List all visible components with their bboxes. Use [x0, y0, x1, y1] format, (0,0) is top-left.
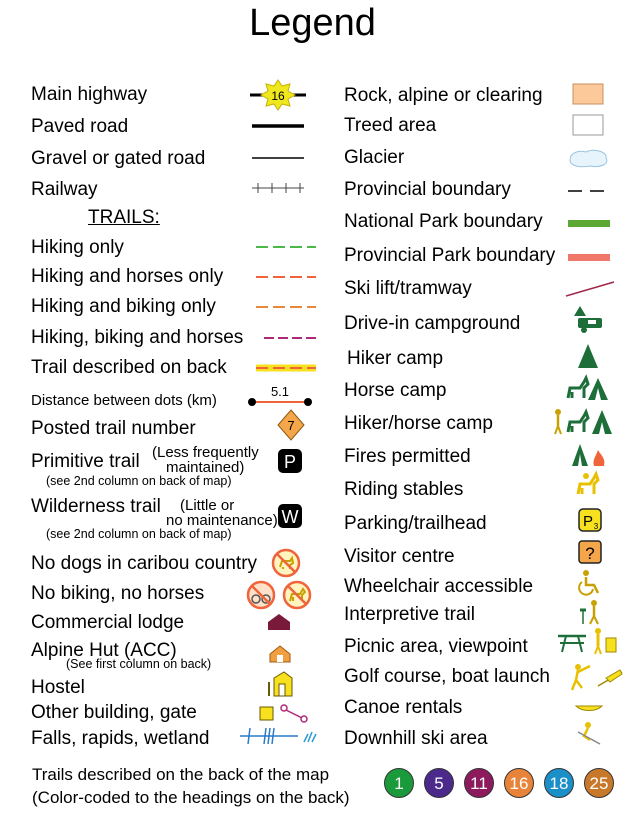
- alpine-hut-note: (See first column on back): [66, 657, 212, 671]
- wilderness-trail-icon: [277, 503, 303, 529]
- wheelchair-icon: [576, 569, 604, 597]
- label-posted-trail: Posted trail number: [31, 418, 196, 439]
- trail-circle-18: 18: [544, 768, 574, 798]
- ski-lift-line-icon: [564, 278, 616, 300]
- paved-road-line-icon: [250, 118, 306, 134]
- hostel-icon: [264, 670, 294, 698]
- label-visitor: Visitor centre: [344, 546, 455, 567]
- no-dogs-icon: [270, 547, 302, 579]
- viewpoint-icon: [590, 626, 620, 656]
- trail-circle-5: 5: [424, 768, 454, 798]
- falls-rapids-wetland-icon: [238, 724, 322, 748]
- label-falls: Falls, rapids, wetland: [31, 728, 210, 749]
- label-hiking-only: Hiking only: [31, 237, 124, 258]
- label-wheelchair: Wheelchair accessible: [344, 576, 534, 597]
- distance-value: 5.1: [270, 384, 290, 399]
- primitive-note-2: maintained): [166, 459, 245, 476]
- treed-area-swatch-icon: [572, 114, 604, 136]
- label-picnic: Picnic area, viewpoint: [344, 636, 528, 657]
- wilderness-note-2: no maintenance): [166, 512, 278, 529]
- label-trail-described: Trail described on back: [31, 357, 227, 378]
- bottom-line-1: Trails described on the back of the map: [32, 765, 330, 784]
- visitor-centre-icon: [578, 540, 604, 566]
- parking-trailhead-icon: [578, 508, 604, 534]
- primitive-letter: P: [283, 452, 297, 472]
- label-interpretive: Interpretive trail: [344, 604, 475, 625]
- label-other-building: Other building, gate: [31, 702, 197, 723]
- label-hiker-horse-camp: Hiker/horse camp: [344, 413, 493, 434]
- glacier-icon: [566, 146, 612, 170]
- hiking-horses-trail-line-icon: [254, 270, 318, 284]
- trail-circle-11: 11: [464, 768, 494, 798]
- parking-letter: P: [582, 513, 594, 530]
- label-hiking-biking: Hiking and biking only: [31, 296, 216, 317]
- wilderness-note-1: (Little or: [180, 497, 235, 514]
- commercial-lodge-icon: [266, 612, 292, 632]
- horse-camp-icon: [566, 374, 610, 402]
- label-hostel: Hostel: [31, 677, 85, 698]
- drive-in-campground-icon: [572, 304, 608, 334]
- parking-sub: 3: [593, 522, 599, 531]
- building-gate-icon: [258, 702, 310, 724]
- label-drive-in: Drive-in campground: [344, 313, 521, 334]
- label-horse-camp: Horse camp: [344, 380, 447, 401]
- hiking-biking-horses-trail-line-icon: [262, 331, 322, 345]
- wilderness-see-note: (see 2nd column on back of map): [46, 527, 232, 541]
- label-commercial-lodge: Commercial lodge: [31, 612, 185, 633]
- label-wilderness-trail: Wilderness trail: [31, 496, 161, 517]
- provincial-boundary-line-icon: [566, 184, 610, 198]
- alpine-hut-icon: [268, 644, 292, 664]
- label-treed: Treed area: [344, 115, 437, 136]
- trail-circle-1: 1: [384, 768, 414, 798]
- no-biking-icon: [245, 579, 277, 611]
- label-provincial-boundary: Provincial boundary: [344, 179, 511, 200]
- highway-shield-icon: [248, 78, 308, 112]
- hiker-horse-camp-icon: [550, 406, 614, 436]
- canoe-rentals-icon: [574, 700, 604, 716]
- label-paved-road: Paved road: [31, 116, 129, 137]
- highway-number: 16: [271, 89, 285, 103]
- boat-launch-icon: [596, 666, 624, 690]
- wilderness-letter: W: [281, 507, 299, 527]
- riding-stables-icon: [574, 470, 606, 498]
- label-riding: Riding stables: [344, 479, 464, 500]
- label-canoe: Canoe rentals: [344, 697, 463, 718]
- label-railway: Railway: [31, 179, 98, 200]
- national-park-boundary-icon: [567, 218, 611, 230]
- label-ski-lift: Ski lift/tramway: [344, 278, 472, 299]
- label-gravel-road: Gravel or gated road: [31, 148, 206, 169]
- rock-alpine-swatch-icon: [572, 83, 604, 105]
- label-alpine-hut: Alpine Hut (ACC): [31, 640, 177, 661]
- primitive-trail-icon: [277, 448, 303, 474]
- posted-trail-number-icon: [276, 408, 306, 442]
- label-provincial-park: Provincial Park boundary: [344, 245, 556, 266]
- golf-course-icon: [568, 662, 596, 692]
- label-rock: Rock, alpine or clearing: [344, 85, 543, 106]
- label-parking: Parking/trailhead: [344, 513, 487, 534]
- label-no-dogs: No dogs in caribou country: [31, 553, 258, 574]
- posted-number: 7: [287, 418, 295, 433]
- label-no-biking-horses: No biking, no horses: [31, 583, 205, 604]
- hiking-trail-line-icon: [254, 240, 318, 254]
- visitor-symbol: ?: [585, 544, 595, 563]
- interpretive-trail-icon: [576, 598, 604, 626]
- trail-circle-16: 16: [504, 768, 534, 798]
- label-fires: Fires permitted: [344, 446, 471, 467]
- hiker-camp-icon: [576, 342, 600, 370]
- described-trail-line-icon: [254, 360, 318, 376]
- trails-heading: TRAILS:: [88, 207, 160, 228]
- bottom-line-2: (Color-coded to the headings on the back): [32, 788, 350, 807]
- picnic-area-icon: [556, 628, 588, 654]
- provincial-park-boundary-icon: [567, 252, 611, 264]
- primitive-see-note: (see 2nd column on back of map): [46, 474, 232, 488]
- label-distance-dots: Distance between dots (km): [31, 392, 217, 409]
- no-horses-icon: [281, 579, 313, 611]
- fires-permitted-icon: [570, 440, 610, 468]
- gravel-road-line-icon: [250, 150, 306, 166]
- label-golf: Golf course, boat launch: [344, 666, 550, 687]
- label-downhill: Downhill ski area: [344, 728, 488, 749]
- label-primitive-trail: Primitive trail: [31, 451, 140, 472]
- label-hiking-horses: Hiking and horses only: [31, 266, 224, 287]
- label-hiker-camp: Hiker camp: [347, 348, 444, 369]
- label-main-highway: Main highway: [31, 84, 148, 105]
- downhill-ski-icon: [574, 720, 604, 746]
- railway-line-icon: [250, 180, 306, 196]
- primitive-note-1: (Less frequently: [152, 444, 259, 461]
- trail-circle-25: 25: [584, 768, 614, 798]
- label-hiking-biking-horses: Hiking, biking and horses: [31, 327, 244, 348]
- page-title: Legend: [249, 2, 376, 44]
- hiking-biking-trail-line-icon: [254, 300, 318, 314]
- label-national-park: National Park boundary: [344, 211, 543, 232]
- label-glacier: Glacier: [344, 147, 405, 168]
